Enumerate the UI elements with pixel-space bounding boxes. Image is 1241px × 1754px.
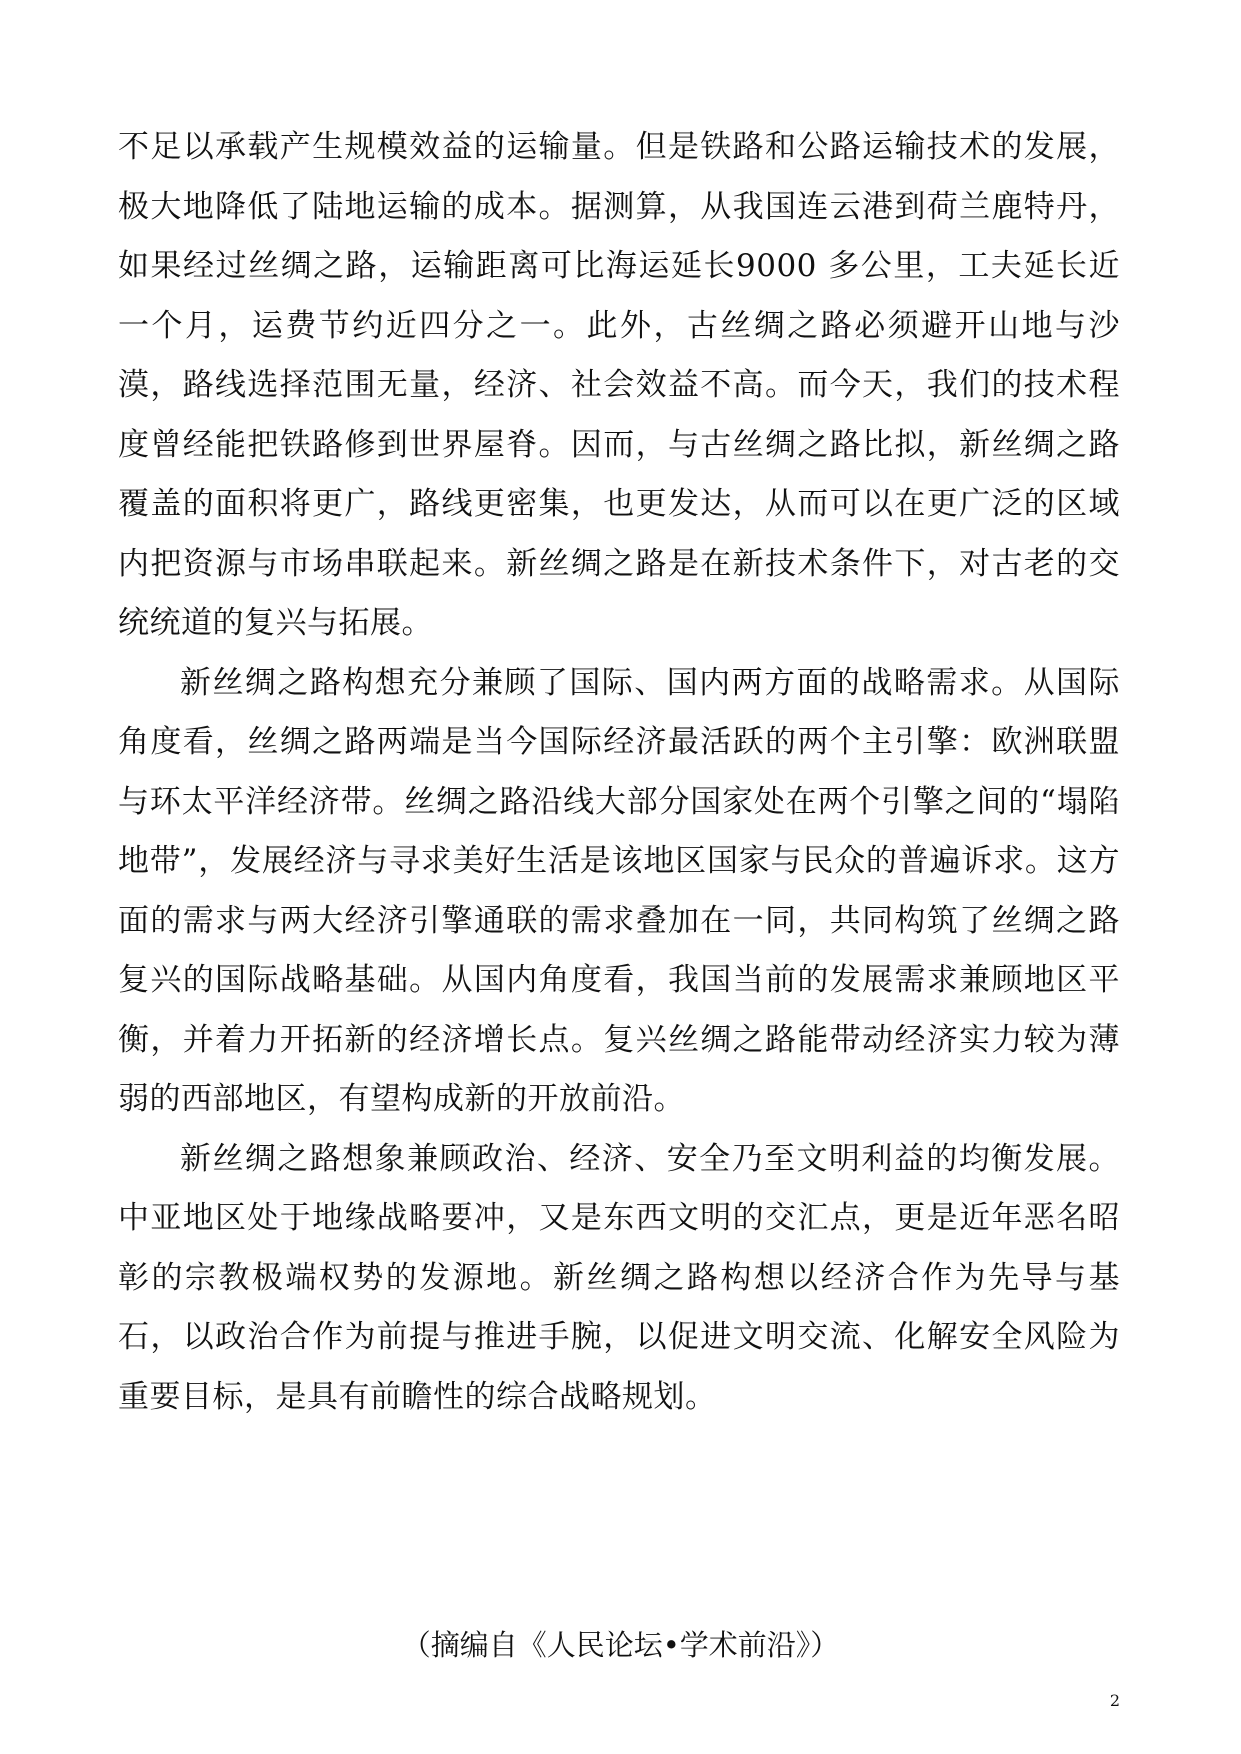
page-number: 2	[1109, 1691, 1120, 1710]
paragraph-strategic-needs: 新丝绸之路构想充分兼顾了国际、国内两方面的战略需求。从国际角度看，丝绸之路两端是当今国际经济最活跃的两个主引擎：欧洲联盟与环太平洋经济带。丝绸之路沿线大部分国家处在两个引擎之间的“塌陷地带”，发展经济与寻求美好生活是该地区国家与民众的普遍诉求。这方面的需求与两大经济引擎通联的需求叠加在一同，共同构筑了丝绸之路复兴的国际战略基础。从国内角度看，我国当前的发展需求兼顾地区平衡，并着力开拓新的经济增长点。复兴丝绸之路能带动经济实力较为薄弱的西部地区，有望构成新的开放前沿。	[118, 664, 1120, 1117]
paragraph-balanced-development: 新丝绸之路想象兼顾政治、经济、安全乃至文明利益的均衡发展。中亚地区处于地缘战略要冲，又是东西文明的交汇点，更是近年恶名昭彰的宗教极端权势的发源地。新丝绸之路构想以经济合作为先导与基石，以政治合作为前提与推进手腕，以促进文明交流、化解安全风险为重要目标，是具有前瞻性的综合战略规划。	[118, 1140, 1120, 1415]
source-citation: （摘编自《人民论坛•学术前沿》）	[401, 1628, 840, 1662]
paragraph-continued: 不足以承载产生规模效益的运输量。但是铁路和公路运输技术的发展，极大地降低了陆地运输的成本。据测算，从我国连云港到荷兰鹿特丹，如果经过丝绸之路，运输距离可比海运延长9000 多公里，工夫延长近一个月，运费节约近四分之一。此外，古丝绸之路必须避开山地与沙漠，路线选择范围无量，经济、社会效益不高。而今天，我们的技术程度曾经能把铁路修到世界屋脊。因而，与古丝绸之路比拟，新丝绸之路覆盖的面积将更广，路线更密集，也更发达，从而可以在更广泛的区域内把资源与市场串联起来。新丝绸之路是在新技术条件下，对古老的交统统道的复兴与拓展。	[118, 129, 1120, 641]
article-body	[118, 118, 1120, 1427]
